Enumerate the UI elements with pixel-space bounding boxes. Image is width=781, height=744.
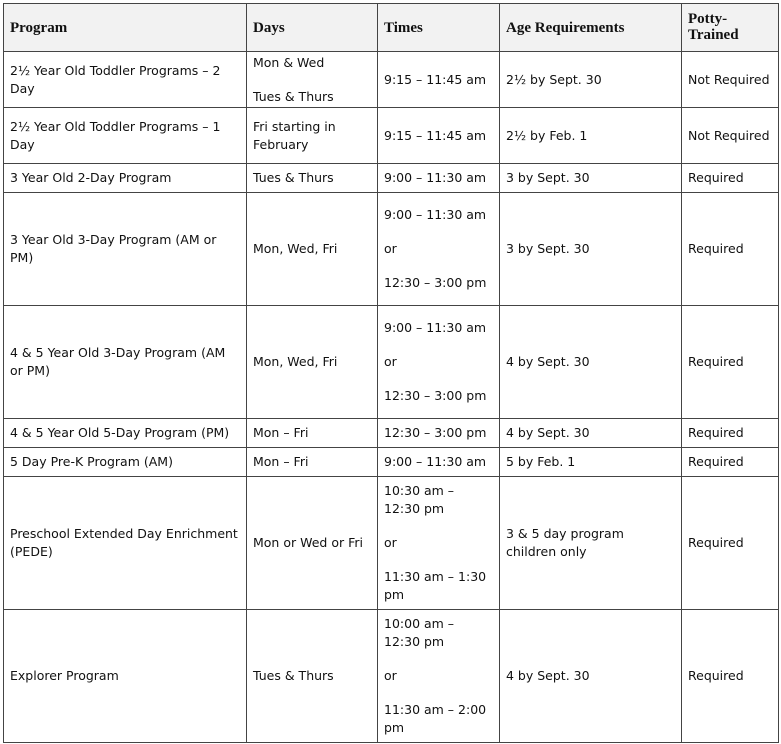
times-line: 12:30 – 3:00 pm <box>384 388 487 403</box>
cell-days <box>247 164 378 193</box>
cell-program: 2½ Year Old Toddler Programs – 2 Day <box>4 52 247 108</box>
table-row <box>4 306 779 419</box>
program-schedule-table <box>3 3 779 743</box>
cell-days <box>247 448 378 477</box>
cell-age-requirement: 4 by Sept. 30 <box>500 419 682 448</box>
times-line: 9:00 – 11:30 am <box>384 207 487 222</box>
cell-program: 2½ Year Old Toddler Programs – 1 Day <box>4 108 247 164</box>
cell-age-requirement: 4 by Sept. 30 <box>500 306 682 419</box>
cell-age-requirement: 4 by Sept. 30 <box>500 610 682 743</box>
cell-days <box>247 610 378 743</box>
cell-age-requirement: 3 & 5 day program children only <box>500 477 682 610</box>
times-line: or <box>384 535 397 550</box>
cell-times <box>378 164 500 193</box>
days-line: Mon or Wed or Fri <box>253 535 363 550</box>
days-line: Tues & Thurs <box>253 668 334 683</box>
days-line: Mon – Fri <box>253 425 309 440</box>
table-row <box>4 193 779 306</box>
cell-program: 3 Year Old 2-Day Program <box>4 164 247 193</box>
table-body <box>4 52 779 743</box>
cell-potty-trained: Required <box>682 419 779 448</box>
table-row <box>4 610 779 743</box>
days-line: Mon & Wed <box>253 54 325 70</box>
cell-times <box>378 306 500 419</box>
cell-days <box>247 477 378 610</box>
times-line: 9:15 – 11:45 am <box>384 127 487 143</box>
cell-times <box>378 610 500 743</box>
table-row <box>4 164 779 193</box>
cell-potty-trained: Not Required <box>682 108 779 164</box>
days-line: Mon – Fri <box>253 454 309 469</box>
days-line: Tues & Thurs <box>253 88 334 104</box>
times-line: 9:00 – 11:30 am <box>384 320 487 335</box>
table-row <box>4 419 779 448</box>
cell-potty-trained: Required <box>682 448 779 477</box>
cell-potty-trained: Required <box>682 193 779 306</box>
cell-potty-trained: Required <box>682 610 779 743</box>
cell-days <box>247 52 378 108</box>
times-line: 10:00 am – 12:30 pm <box>384 616 455 649</box>
cell-days <box>247 306 378 419</box>
table-header-row <box>4 4 779 52</box>
times-line: 11:30 am – 2:00 pm <box>384 702 487 735</box>
days-line: Tues & Thurs <box>253 170 334 185</box>
cell-program: 5 Day Pre-K Program (AM) <box>4 448 247 477</box>
table-row <box>4 52 779 108</box>
times-line: 12:30 – 3:00 pm <box>384 275 487 290</box>
table-row <box>4 108 779 164</box>
times-line: 10:30 am – 12:30 pm <box>384 483 455 516</box>
times-line: or <box>384 241 397 256</box>
days-line: Fri starting in February <box>253 118 336 152</box>
cell-age-requirement: 3 by Sept. 30 <box>500 193 682 306</box>
header-potty-trained-text: Potty- Trained <box>688 11 739 43</box>
header-potty-trained <box>682 4 779 52</box>
cell-times <box>378 477 500 610</box>
header-age-requirements: Age Requirements <box>500 4 682 52</box>
cell-age-requirement: 5 by Feb. 1 <box>500 448 682 477</box>
cell-program: 3 Year Old 3-Day Program (AM or PM) <box>4 193 247 306</box>
cell-days <box>247 419 378 448</box>
cell-program: Explorer Program <box>4 610 247 743</box>
header-program: Program <box>4 4 247 52</box>
cell-times <box>378 419 500 448</box>
cell-times <box>378 52 500 108</box>
times-line: 11:30 am – 1:30 pm <box>384 569 487 602</box>
times-line: 9:15 – 11:45 am <box>384 71 487 87</box>
cell-potty-trained: Required <box>682 477 779 610</box>
cell-age-requirement: 2½ by Sept. 30 <box>500 52 682 108</box>
cell-times <box>378 448 500 477</box>
times-line: or <box>384 668 397 683</box>
cell-times <box>378 193 500 306</box>
cell-potty-trained: Not Required <box>682 52 779 108</box>
cell-program: Preschool Extended Day Enrichment (PEDE) <box>4 477 247 610</box>
header-days: Days <box>247 4 378 52</box>
cell-program: 4 & 5 Year Old 3-Day Program (AM or PM) <box>4 306 247 419</box>
cell-days <box>247 193 378 306</box>
table-row <box>4 477 779 610</box>
times-line: or <box>384 354 397 369</box>
cell-age-requirement: 2½ by Feb. 1 <box>500 108 682 164</box>
table-row <box>4 448 779 477</box>
cell-potty-trained: Required <box>682 164 779 193</box>
header-times: Times <box>378 4 500 52</box>
cell-days <box>247 108 378 164</box>
times-line: 9:00 – 11:30 am <box>384 454 487 469</box>
days-line: Mon, Wed, Fri <box>253 241 338 256</box>
times-line: 12:30 – 3:00 pm <box>384 425 487 440</box>
times-line: 9:00 – 11:30 am <box>384 170 487 185</box>
cell-times <box>378 108 500 164</box>
cell-potty-trained: Required <box>682 306 779 419</box>
days-line: Mon, Wed, Fri <box>253 354 338 369</box>
cell-program: 4 & 5 Year Old 5-Day Program (PM) <box>4 419 247 448</box>
cell-age-requirement: 3 by Sept. 30 <box>500 164 682 193</box>
